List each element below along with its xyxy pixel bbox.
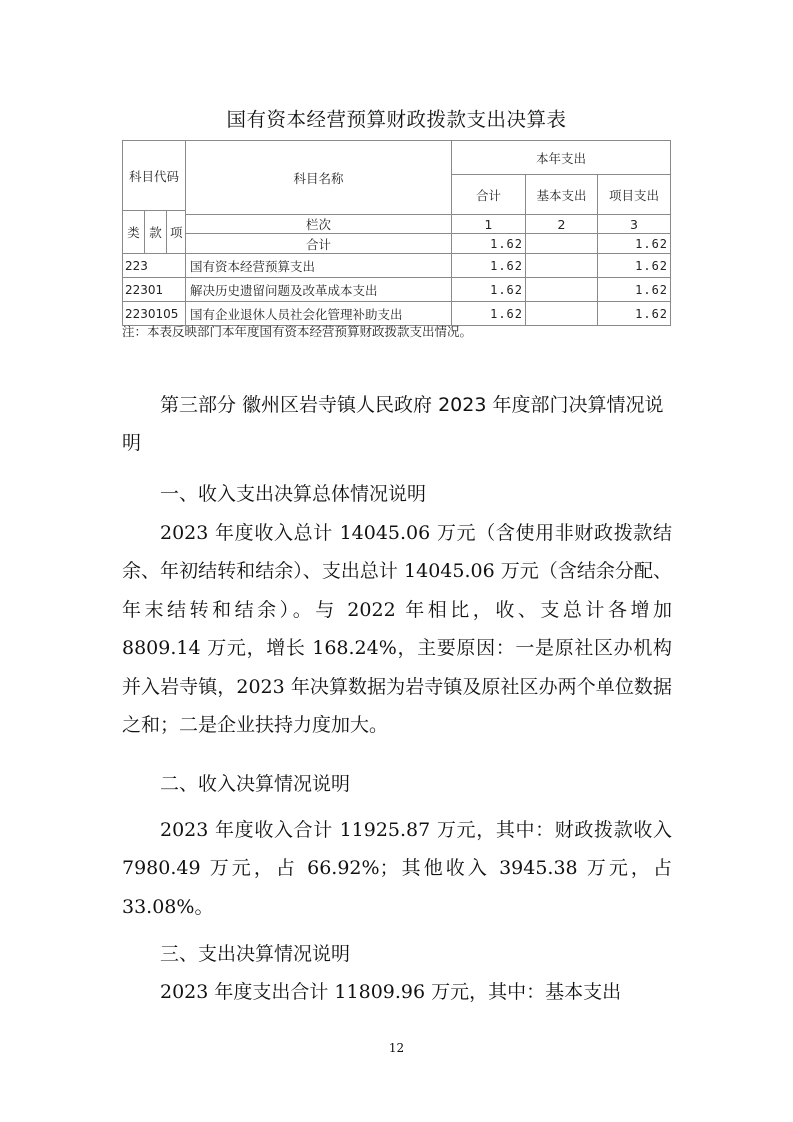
heading-expenditure: 三、支出决算情况说明 [160, 943, 351, 965]
header-kuan: 款 [145, 211, 167, 254]
row-project: 1.62 [598, 302, 671, 326]
paragraph-overall: 2023 年度收入总计 14045.06 万元（含使用非财政拨款结余、年初结转和结余）、支出总计 14045.06 万元（含结余分配、年末结转和结余）。与 2022 年相比，收、支总计各增加 8809.14 万元，增长 168.24%，主要原因：一是原社区办机构并入岩寺镇，2023 年决算数据为岩寺镇及原社区办两个单位数据之和；二是企业扶持力度加大。 [122, 522, 672, 737]
header-project: 项目支出 [598, 175, 671, 215]
heading-income: 二、收入决算情况说明 [160, 773, 351, 795]
section-title: 第三部分 徽州区岩寺镇人民政府 2023 年度部门决算情况说明 [122, 394, 664, 455]
row-basic [526, 278, 598, 302]
row-name: 国有资本经营预算支出 [186, 254, 452, 278]
header-basic: 基本支出 [526, 175, 598, 215]
table-row [123, 278, 671, 302]
page-number: 12 [388, 1041, 405, 1055]
table-row [123, 254, 671, 278]
table-total-row [123, 234, 671, 254]
header-code: 科目代码 [123, 141, 186, 211]
row-name: 国有企业退休人员社会化管理补助支出 [186, 302, 452, 326]
header-col1: 1 [452, 215, 526, 234]
header-lei: 类 [123, 211, 145, 254]
row-total: 1.62 [452, 278, 526, 302]
total-row-basic [526, 234, 598, 254]
budget-table [122, 140, 671, 326]
row-project: 1.62 [598, 254, 671, 278]
row-code: 2230105 [123, 302, 186, 326]
header-current-year: 本年支出 [452, 141, 671, 175]
row-total: 1.62 [452, 302, 526, 326]
total-row-label: 合计 [186, 234, 452, 254]
row-total: 1.62 [452, 254, 526, 278]
header-total: 合计 [452, 175, 526, 215]
header-name: 科目名称 [186, 141, 452, 215]
paragraph-income: 2023 年度收入合计 11925.87 万元，其中：财政拨款收入 7980.49 万元，占 66.92%；其他收入 3945.38 万元，占 33.08%。 [122, 819, 672, 918]
header-column-label: 栏次 [186, 215, 452, 234]
total-row-project: 1.62 [598, 234, 671, 254]
row-code: 223 [123, 254, 186, 278]
row-name: 解决历史遗留问题及改革成本支出 [186, 278, 452, 302]
row-code: 22301 [123, 278, 186, 302]
header-xiang: 项 [167, 211, 186, 254]
row-project: 1.62 [598, 278, 671, 302]
header-col3: 3 [598, 215, 671, 234]
paragraph-expenditure: 2023 年度支出合计 11809.96 万元，其中：基本支出 [160, 981, 622, 1003]
table-note: 注：本表反映部门本年度国有资本经营预算财政拨款支出情况。 [122, 324, 473, 339]
total-row-total: 1.62 [452, 234, 526, 254]
heading-overall: 一、收入支出决算总体情况说明 [160, 483, 427, 505]
row-basic [526, 302, 598, 326]
row-basic [526, 254, 598, 278]
header-col2: 2 [526, 215, 598, 234]
table-title: 国有资本经营预算财政拨款支出决算表 [226, 108, 567, 131]
